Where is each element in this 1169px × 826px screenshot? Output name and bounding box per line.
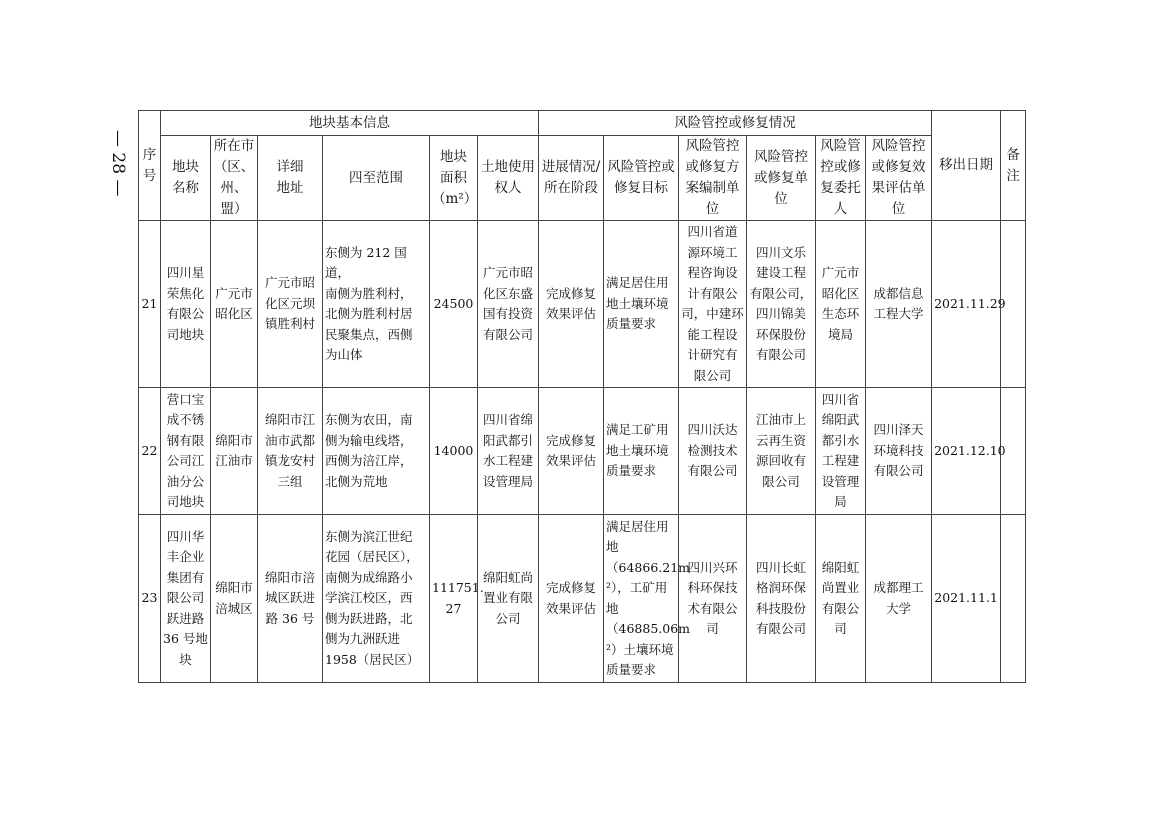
- cell-target: 满足居住用 地 （64866.21m ²），工矿用 地 （46885.06m ²）土壤环境 质量要求: [604, 515, 679, 683]
- cell-index: 22: [139, 388, 161, 515]
- cell-area: 14000: [430, 388, 478, 515]
- cell-boundaries: 东侧为农田，南 侧为输电线塔， 西侧为涪江岸， 北侧为荒地: [323, 388, 430, 515]
- col-header-city: 所在市 （区、 州、盟）: [211, 136, 258, 221]
- page-number: — 28 —: [108, 130, 128, 197]
- group-header-risk-control: 风险管控或修复情况: [539, 111, 932, 136]
- col-header-index: 序 号: [139, 111, 161, 221]
- cell-evaluation-unit: 成都信息 工程大学: [866, 221, 932, 388]
- cell-removal-date: 2021.11.1: [932, 515, 1001, 683]
- header-row: [139, 136, 1026, 221]
- col-header-evaluation-unit: 风险管控 或修复效 果评估单 位: [866, 136, 932, 221]
- cell-client: 四川省 绵阳武 都引水 工程建 设管理 局: [816, 388, 866, 515]
- col-header-land-owner: 土地使用 权人: [478, 136, 539, 221]
- cell-plan-unit: 四川省道 源环境工 程咨询设 计有限公 司，中建环 能工程设 计研究有 限公司: [679, 221, 747, 388]
- cell-plan-unit: 四川沃达 检测技术 有限公司: [679, 388, 747, 515]
- cell-progress: 完成修复 效果评估: [539, 221, 604, 388]
- cell-boundaries: 东侧为滨江世纪 花园（居民区）， 南侧为成绵路小 学滨江校区，西 侧为跃进路，北 侧为九洲跃进 1958（居民区）: [323, 515, 430, 683]
- col-header-remarks: 备 注: [1001, 111, 1026, 221]
- col-header-target: 风险管控或 修复目标: [604, 136, 679, 221]
- cell-remediation-unit: 四川文乐 建设工程 有限公司， 四川锦美 环保股份 有限公司: [747, 221, 816, 388]
- col-header-boundaries: 四至范围: [323, 136, 430, 221]
- cell-address: 绵阳市涪 城区跃进 路 36 号: [258, 515, 323, 683]
- cell-client: 绵阳虹 尚置业 有限公 司: [816, 515, 866, 683]
- cell-removal-date: 2021.11.29: [932, 221, 1001, 388]
- cell-index: 23: [139, 515, 161, 683]
- cell-boundaries: 东侧为 212 国道， 南侧为胜利村， 北侧为胜利村居 民聚集点，西侧 为山体: [323, 221, 430, 388]
- cell-land-owner: 绵阳虹尚 置业有限 公司: [478, 515, 539, 683]
- cell-remarks: [1001, 515, 1026, 683]
- cell-site-name: 营口宝 成不锈 钢有限 公司江 油分公 司地块: [161, 388, 211, 515]
- cell-plan-unit: 四川兴环 科环保技 术有限公 司: [679, 515, 747, 683]
- cell-progress: 完成修复 效果评估: [539, 388, 604, 515]
- header-group-row: [139, 111, 1026, 136]
- cell-address: 绵阳市江 油市武都 镇龙安村 三组: [258, 388, 323, 515]
- cell-site-name: 四川星 荣焦化 有限公 司地块: [161, 221, 211, 388]
- cell-land-owner: 广元市昭 化区东盛 国有投资 有限公司: [478, 221, 539, 388]
- col-header-address: 详细 地址: [258, 136, 323, 221]
- cell-evaluation-unit: 成都理工 大学: [866, 515, 932, 683]
- site-removal-table: [138, 110, 1026, 683]
- cell-city: 绵阳市 涪城区: [211, 515, 258, 683]
- cell-address: 广元市昭 化区元坝 镇胜利村: [258, 221, 323, 388]
- cell-site-name: 四川华 丰企业 集团有 限公司 跃进路 36 号地 块: [161, 515, 211, 683]
- col-header-site-name: 地块 名称: [161, 136, 211, 221]
- cell-remediation-unit: 四川长虹 格润环保 科技股份 有限公司: [747, 515, 816, 683]
- cell-progress: 完成修复 效果评估: [539, 515, 604, 683]
- col-header-plan-unit: 风险管控 或修复方 案编制单 位: [679, 136, 747, 221]
- cell-land-owner: 四川省绵 阳武都引 水工程建 设管理局: [478, 388, 539, 515]
- cell-evaluation-unit: 四川泽天 环境科技 有限公司: [866, 388, 932, 515]
- table-row: [139, 515, 1026, 683]
- col-header-removal-date: 移出日期: [932, 111, 1001, 221]
- group-header-basic-info: 地块基本信息: [161, 111, 539, 136]
- cell-area: 24500: [430, 221, 478, 388]
- col-header-remediation-unit: 风险管控 或修复单 位: [747, 136, 816, 221]
- cell-target: 满足居住用 地土壤环境 质量要求: [604, 221, 679, 388]
- cell-city: 广元市 昭化区: [211, 221, 258, 388]
- cell-target: 满足工矿用 地土壤环境 质量要求: [604, 388, 679, 515]
- table-row: [139, 221, 1026, 388]
- cell-remediation-unit: 江油市上 云再生资 源回收有 限公司: [747, 388, 816, 515]
- cell-city: 绵阳市 江油市: [211, 388, 258, 515]
- col-header-progress: 进展情况/ 所在阶段: [539, 136, 604, 221]
- cell-index: 21: [139, 221, 161, 388]
- col-header-area: 地块 面积 （m²）: [430, 136, 478, 221]
- cell-client: 广元市 昭化区 生态环 境局: [816, 221, 866, 388]
- col-header-client: 风险管 控或修 复委托 人: [816, 136, 866, 221]
- cell-area: 111751. 27: [430, 515, 478, 683]
- cell-removal-date: 2021.12.10: [932, 388, 1001, 515]
- table-row: [139, 388, 1026, 515]
